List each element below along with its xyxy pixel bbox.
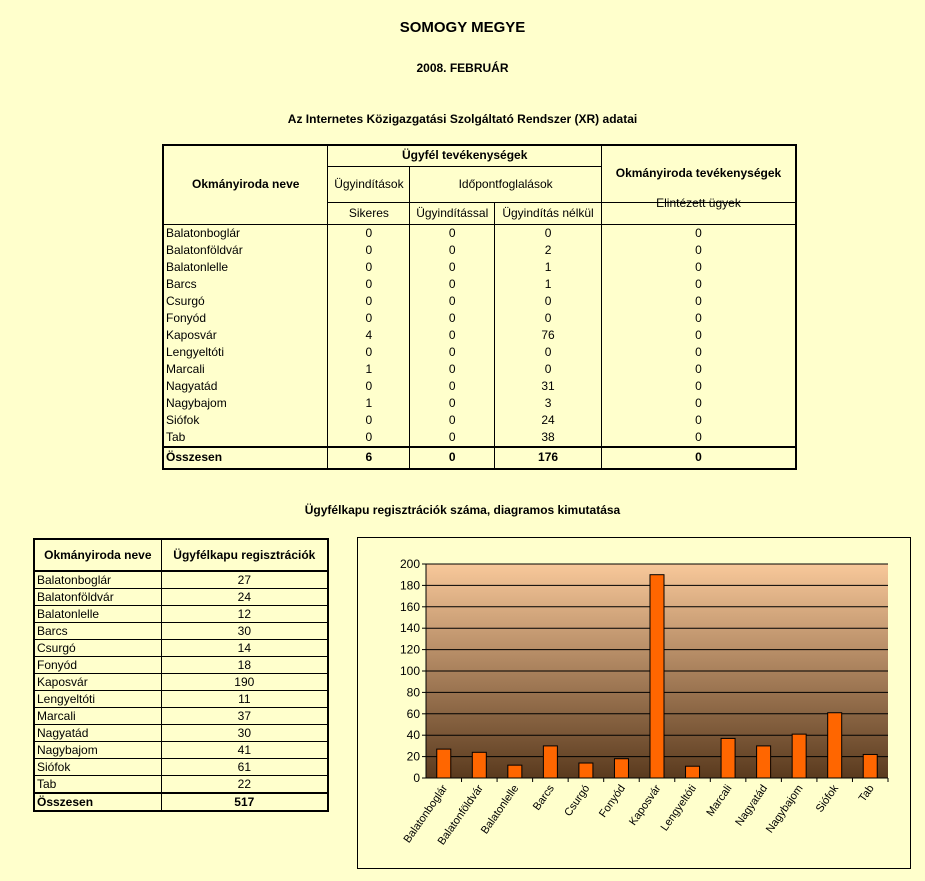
value-cell: 18 bbox=[161, 657, 328, 674]
bar bbox=[721, 738, 735, 778]
value-cell: 2 bbox=[495, 242, 602, 259]
bar bbox=[757, 746, 771, 778]
office-name-cell: Balatonlelle bbox=[163, 259, 328, 276]
value-cell: 0 bbox=[601, 242, 796, 259]
value-cell: 27 bbox=[161, 571, 328, 589]
value-cell: 0 bbox=[495, 224, 602, 242]
value-cell: 0 bbox=[410, 259, 495, 276]
x-tick-label: Fonyód bbox=[597, 782, 628, 820]
header-office: Okmányiroda neve bbox=[163, 145, 328, 224]
value-cell: 31 bbox=[495, 378, 602, 395]
table-row bbox=[163, 378, 796, 395]
county-title: SOMOGY MEGYE bbox=[399, 19, 526, 36]
table-row bbox=[34, 657, 328, 674]
y-tick-label: 100 bbox=[399, 664, 420, 678]
office-name-cell: Csurgó bbox=[163, 293, 328, 310]
table-row bbox=[34, 691, 328, 708]
table-row bbox=[34, 640, 328, 657]
header-without-initiation: Ügyindítás nélkül bbox=[495, 202, 602, 224]
value-cell: 0 bbox=[495, 344, 602, 361]
total-value: 517 bbox=[161, 793, 328, 811]
total-row bbox=[163, 447, 796, 469]
header-initiations: Ügyindítások bbox=[328, 166, 410, 202]
xr-table-title: Az Internetes Közigazgatási Szolgáltató Rendszer (XR) adatai bbox=[287, 112, 638, 126]
office-name-cell: Kaposvár bbox=[34, 674, 161, 691]
value-cell: 38 bbox=[495, 429, 602, 447]
reg-header-office: Okmányiroda neve bbox=[34, 539, 161, 571]
value-cell: 0 bbox=[410, 327, 495, 344]
value-cell: 0 bbox=[410, 276, 495, 293]
header-office-activities: Okmányiroda tevékenységek bbox=[601, 145, 796, 202]
office-name-cell: Csurgó bbox=[34, 640, 161, 657]
x-tick-label: Csurgó bbox=[562, 782, 593, 819]
value-cell: 22 bbox=[161, 776, 328, 794]
table-row bbox=[34, 776, 328, 794]
value-cell: 37 bbox=[161, 708, 328, 725]
value-cell: 0 bbox=[410, 310, 495, 327]
value-cell: 30 bbox=[161, 725, 328, 742]
table-row bbox=[34, 725, 328, 742]
office-name-cell: Barcs bbox=[163, 276, 328, 293]
value-cell: 3 bbox=[495, 395, 602, 412]
office-name-cell: Siófok bbox=[34, 759, 161, 776]
value-cell: 0 bbox=[601, 412, 796, 429]
value-cell: 0 bbox=[410, 293, 495, 310]
office-name-cell: Nagybajom bbox=[163, 395, 328, 412]
xr-table bbox=[162, 144, 797, 470]
value-cell: 0 bbox=[410, 429, 495, 447]
value-cell: 0 bbox=[410, 344, 495, 361]
value-cell: 1 bbox=[495, 259, 602, 276]
office-name-cell: Barcs bbox=[34, 623, 161, 640]
bar bbox=[437, 749, 451, 778]
x-tick-label: Nagybajom bbox=[763, 782, 806, 836]
value-cell: 0 bbox=[328, 310, 410, 327]
value-cell: 0 bbox=[601, 327, 796, 344]
value-cell: 0 bbox=[328, 344, 410, 361]
x-tick-label: Lengyeltóti bbox=[658, 782, 699, 834]
value-cell: 1 bbox=[495, 276, 602, 293]
y-tick-label: 200 bbox=[399, 557, 420, 571]
value-cell: 0 bbox=[601, 395, 796, 412]
value-cell: 0 bbox=[328, 378, 410, 395]
value-cell: 0 bbox=[495, 310, 602, 327]
bar bbox=[472, 752, 486, 778]
table-row bbox=[163, 224, 796, 242]
value-cell: 0 bbox=[410, 361, 495, 378]
bar bbox=[863, 754, 877, 778]
value-cell: 0 bbox=[495, 293, 602, 310]
value-cell: 0 bbox=[601, 224, 796, 242]
value-cell: 61 bbox=[161, 759, 328, 776]
office-name-cell: Tab bbox=[34, 776, 161, 794]
office-name-cell: Lengyeltóti bbox=[163, 344, 328, 361]
value-cell: 0 bbox=[601, 259, 796, 276]
value-cell: 0 bbox=[410, 395, 495, 412]
x-tick-label: Balatonboglár bbox=[401, 782, 451, 846]
total-row bbox=[34, 793, 328, 811]
x-tick-label: Kaposvár bbox=[626, 782, 664, 828]
table-row bbox=[163, 395, 796, 412]
table-row bbox=[163, 412, 796, 429]
value-cell: 14 bbox=[161, 640, 328, 657]
total-value: 176 bbox=[495, 447, 602, 469]
office-name-cell: Fonyód bbox=[163, 310, 328, 327]
y-tick-label: 20 bbox=[406, 749, 420, 764]
table-row bbox=[34, 742, 328, 759]
bar bbox=[543, 746, 557, 778]
value-cell: 1 bbox=[328, 361, 410, 378]
x-tick-label: Marcali bbox=[704, 782, 735, 819]
table-row bbox=[163, 327, 796, 344]
table-row bbox=[163, 293, 796, 310]
value-cell: 0 bbox=[328, 259, 410, 276]
value-cell: 0 bbox=[410, 242, 495, 259]
value-cell: 24 bbox=[495, 412, 602, 429]
table-row bbox=[34, 759, 328, 776]
office-name-cell: Balatonföldvár bbox=[163, 242, 328, 259]
x-tick-label: Tab bbox=[856, 782, 877, 805]
total-value: 0 bbox=[410, 447, 495, 469]
value-cell: 190 bbox=[161, 674, 328, 691]
value-cell: 0 bbox=[495, 361, 602, 378]
value-cell: 0 bbox=[601, 378, 796, 395]
x-tick-label: Siófok bbox=[813, 782, 842, 815]
office-name-cell: Marcali bbox=[34, 708, 161, 725]
table-row bbox=[163, 344, 796, 361]
x-tick-label: Nagyatád bbox=[733, 782, 771, 829]
y-tick-label: 80 bbox=[406, 685, 420, 700]
total-label: Összesen bbox=[163, 447, 328, 469]
value-cell: 0 bbox=[601, 429, 796, 447]
office-name-cell: Marcali bbox=[163, 361, 328, 378]
bar bbox=[614, 759, 628, 778]
table-row bbox=[34, 708, 328, 725]
y-tick-label: 0 bbox=[413, 771, 420, 785]
office-name-cell: Nagyatád bbox=[163, 378, 328, 395]
office-name-cell: Tab bbox=[163, 429, 328, 447]
x-tick-label: Barcs bbox=[530, 782, 557, 813]
header-with-initiation: Ügyindítással bbox=[410, 202, 495, 224]
value-cell: 0 bbox=[601, 276, 796, 293]
bar bbox=[828, 713, 842, 778]
total-value: 6 bbox=[328, 447, 410, 469]
office-name-cell: Lengyeltóti bbox=[34, 691, 161, 708]
table-row bbox=[34, 571, 328, 589]
reg-header-registrations: Ügyfélkapu regisztrációk bbox=[161, 539, 328, 571]
bar-chart bbox=[358, 538, 910, 868]
value-cell: 30 bbox=[161, 623, 328, 640]
value-cell: 0 bbox=[328, 276, 410, 293]
table-row bbox=[34, 606, 328, 623]
table-row bbox=[34, 623, 328, 640]
office-name-cell: Balatonboglár bbox=[34, 571, 161, 589]
bar bbox=[579, 763, 593, 778]
table-row bbox=[163, 310, 796, 327]
value-cell: 0 bbox=[601, 361, 796, 378]
value-cell: 12 bbox=[161, 606, 328, 623]
value-cell: 41 bbox=[161, 742, 328, 759]
y-tick-label: 40 bbox=[406, 728, 420, 743]
value-cell: 76 bbox=[495, 327, 602, 344]
value-cell: 0 bbox=[328, 224, 410, 242]
value-cell: 0 bbox=[328, 293, 410, 310]
office-name-cell: Kaposvár bbox=[163, 327, 328, 344]
chart-area bbox=[357, 537, 911, 869]
office-name-cell: Balatonlelle bbox=[34, 606, 161, 623]
office-name-cell: Nagyatád bbox=[34, 725, 161, 742]
value-cell: 4 bbox=[328, 327, 410, 344]
table-row bbox=[34, 674, 328, 691]
bar bbox=[650, 575, 664, 778]
table-row bbox=[163, 242, 796, 259]
value-cell: 0 bbox=[601, 310, 796, 327]
office-name-cell: Fonyód bbox=[34, 657, 161, 674]
office-name-cell: Nagybajom bbox=[34, 742, 161, 759]
value-cell: 0 bbox=[410, 412, 495, 429]
value-cell: 0 bbox=[328, 429, 410, 447]
chart-title: Ügyfélkapu regisztrációk száma, diagramos kimutatása bbox=[304, 503, 621, 517]
table-row bbox=[163, 259, 796, 276]
bar bbox=[686, 766, 700, 778]
table-row bbox=[163, 361, 796, 378]
y-tick-label: 180 bbox=[399, 578, 420, 593]
x-tick-label: Balatonlelle bbox=[478, 782, 522, 837]
value-cell: 0 bbox=[410, 224, 495, 242]
table-row bbox=[163, 276, 796, 293]
y-tick-label: 140 bbox=[399, 621, 420, 636]
header-handled: Elintézett ügyek bbox=[601, 192, 796, 214]
office-name-cell: Balatonboglár bbox=[163, 224, 328, 242]
header-bookings: Időpontfoglalások bbox=[410, 166, 602, 202]
y-tick-label: 160 bbox=[399, 599, 420, 614]
table-row bbox=[163, 429, 796, 447]
office-name-cell: Siófok bbox=[163, 412, 328, 429]
value-cell: 1 bbox=[328, 395, 410, 412]
value-cell: 0 bbox=[328, 412, 410, 429]
registrations-table bbox=[33, 538, 329, 812]
total-label: Összesen bbox=[34, 793, 161, 811]
period-title: 2008. FEBRUÁR bbox=[416, 61, 509, 75]
header-client-activities: Ügyfél tevékenységek bbox=[328, 145, 601, 166]
y-tick-label: 120 bbox=[399, 642, 420, 657]
value-cell: 0 bbox=[601, 344, 796, 361]
value-cell: 11 bbox=[161, 691, 328, 708]
x-tick-label: Balatonföldvár bbox=[435, 782, 486, 848]
y-tick-label: 60 bbox=[406, 706, 420, 721]
value-cell: 0 bbox=[328, 242, 410, 259]
table-row bbox=[34, 589, 328, 606]
bar bbox=[792, 734, 806, 778]
office-name-cell: Balatonföldvár bbox=[34, 589, 161, 606]
value-cell: 0 bbox=[410, 378, 495, 395]
bar bbox=[508, 765, 522, 778]
value-cell: 0 bbox=[601, 293, 796, 310]
header-successful: Sikeres bbox=[328, 202, 410, 224]
total-value: 0 bbox=[601, 447, 796, 469]
value-cell: 24 bbox=[161, 589, 328, 606]
